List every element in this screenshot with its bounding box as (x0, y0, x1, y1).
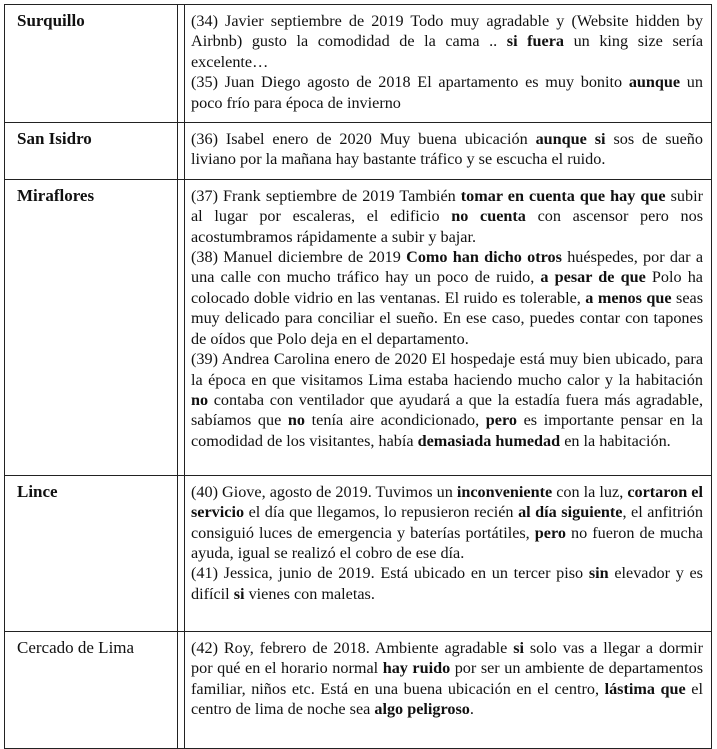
highlighted-phrase: algo peligroso (374, 700, 470, 719)
review-number: (42) (191, 638, 218, 657)
review-text: Polo ha colocado doble vidrio en las ventanas. El ruido es tolerable, (191, 268, 703, 307)
highlighted-phrase: al día siguiente (518, 503, 623, 522)
review-text: Javier septiembre de 2019 Todo muy agradable y (Website hidden by Airbnb) gusto la comodidad de la cama .. (191, 12, 703, 51)
review-entry (191, 563, 703, 604)
review-entry (191, 11, 703, 72)
review-number: (34) (191, 12, 218, 30)
review-text: , el anfitrión consiguió luces de emergencia y baterías portátiles, (191, 503, 703, 542)
highlighted-phrase: no (287, 411, 306, 430)
review-text: tenía aire acondicionado, (305, 411, 486, 430)
review-text: huéspedes, por dar a una calle con mucho tráfico hay un poco de ruido, (191, 248, 704, 287)
review-text: solo vas a llegar a dormir por qué en el horario normal (191, 638, 703, 678)
highlighted-phrase: no cuenta (451, 207, 526, 226)
highlighted-phrase: tomar en cuenta que hay que (460, 186, 666, 205)
column-gap (177, 4, 184, 123)
table-row (4, 123, 712, 180)
highlighted-phrase: pero (485, 411, 517, 430)
review-text: vienes con maletas. (244, 584, 375, 603)
review-entry (191, 349, 703, 451)
review-text: el día que llegamos, lo repusieron recién (244, 503, 519, 522)
review-text: Juan Diego agosto de 2018 El apartamento es muy bonito (217, 73, 629, 92)
highlighted-phrase: si fuera (506, 32, 564, 51)
reviews-cell (184, 123, 712, 180)
review-number: (36) (191, 130, 218, 149)
review-text: Giove, agosto de 2019. Tuvimos un (217, 482, 457, 501)
district-cell (4, 632, 177, 749)
table-row (4, 632, 712, 749)
district-cell (4, 123, 177, 180)
table-row (4, 4, 712, 123)
review-text: un king size sería excelente… (191, 32, 703, 71)
district-cell (4, 4, 177, 123)
reviews-cell (184, 476, 712, 632)
review-number: (37) (191, 186, 218, 205)
review-text: Andrea Carolina enero de 2020 El hospedaje está muy bien ubicado, para la época en que visitamos Lima estaba haciendo mucho calor y la habitación (191, 350, 703, 389)
highlighted-phrase: si (233, 584, 245, 603)
district-cell (4, 476, 177, 632)
highlighted-phrase: no (191, 390, 209, 409)
review-text: seas muy delicado para conciliar el sueño. En ese caso, puedes contar con tapones de oídos que Polo deja en el departamento. (191, 288, 703, 348)
column-gap (177, 123, 184, 180)
district-name: San Isidro (17, 129, 92, 149)
review-text: Frank septiembre de 2019 También (217, 186, 461, 205)
highlighted-phrase: inconveniente (456, 482, 553, 501)
highlighted-phrase: si (513, 638, 525, 657)
district-name: Lince (17, 481, 58, 501)
column-gap (177, 476, 184, 632)
highlighted-phrase: Como han dicho otros (406, 248, 562, 267)
reviews-cell (184, 180, 712, 476)
reviews-table-body (4, 4, 712, 749)
review-text: Roy, febrero de 2018. Ambiente agradable (217, 638, 514, 657)
review-number: (38) (191, 248, 218, 267)
reviews-cell (184, 632, 712, 749)
review-text: contaba con ventilador que ayudará a que la estadía fuera más agradable, sabíamos que (191, 390, 703, 430)
highlighted-phrase: hay ruido (382, 659, 451, 678)
highlighted-phrase: aunque si (535, 130, 606, 149)
review-number: (35) (191, 73, 218, 92)
highlighted-phrase: pero (534, 523, 566, 542)
highlighted-phrase: lástima que (604, 679, 686, 698)
review-text: con la luz, (552, 482, 628, 501)
district-name: Surquillo (17, 11, 85, 30)
review-text: el centro de lima de noche sea (191, 679, 703, 719)
review-text: Manuel diciembre de 2019 (217, 248, 407, 267)
review-entry (191, 638, 703, 720)
review-text: por ser un ambiente de departamentos familiar, niños etc. Está en una buena ubicación en el centro, (191, 659, 703, 698)
district-cell (4, 180, 177, 476)
review-entry (191, 72, 703, 113)
review-entry (191, 247, 703, 349)
review-text: sos de sueño liviano por la mañana hay bastante tráfico y se escucha el ruido. (191, 130, 703, 169)
review-text: con ascensor pero nos acostumbramos rápidamente a subir y bajar. (191, 207, 703, 246)
review-entry (191, 186, 703, 247)
review-entry (191, 482, 703, 564)
highlighted-phrase: sin (588, 564, 609, 583)
review-entry (191, 129, 703, 170)
review-text: elevador y es difícil (191, 564, 703, 603)
review-number: (40) (191, 482, 218, 501)
review-text: no fueron de mucha ayuda, igual se realizó el cobro de ese día. (191, 523, 703, 563)
district-name: Miraflores (17, 185, 95, 205)
review-text: es importante pensar en la comodidad de los visitantes, había (191, 411, 703, 450)
review-number: (41) (191, 564, 218, 583)
review-text: en la habitación. (560, 431, 671, 450)
highlighted-phrase: cortaron el servicio (191, 482, 703, 522)
review-text: subir al lugar por escaleras, el edificio (191, 186, 703, 226)
table-row (4, 180, 712, 476)
review-text: . (469, 700, 474, 719)
highlighted-phrase: a menos que (585, 288, 672, 307)
review-text: Isabel enero de 2020 Muy buena ubicación (217, 130, 536, 149)
table-row (4, 476, 712, 632)
review-text: Jessica, junio de 2019. Está ubicado en un tercer piso (217, 564, 589, 583)
highlighted-phrase: a pesar de que (540, 268, 646, 287)
review-text: un poco frío para época de invierno (191, 73, 703, 112)
highlighted-phrase: demasiada humedad (417, 431, 561, 450)
column-gap (177, 632, 184, 749)
reviews-table (4, 4, 712, 749)
column-gap (177, 180, 184, 476)
district-name: Cercado de Lima (17, 637, 135, 657)
review-number: (39) (191, 350, 218, 369)
reviews-cell (184, 4, 712, 123)
highlighted-phrase: aunque (628, 73, 681, 92)
